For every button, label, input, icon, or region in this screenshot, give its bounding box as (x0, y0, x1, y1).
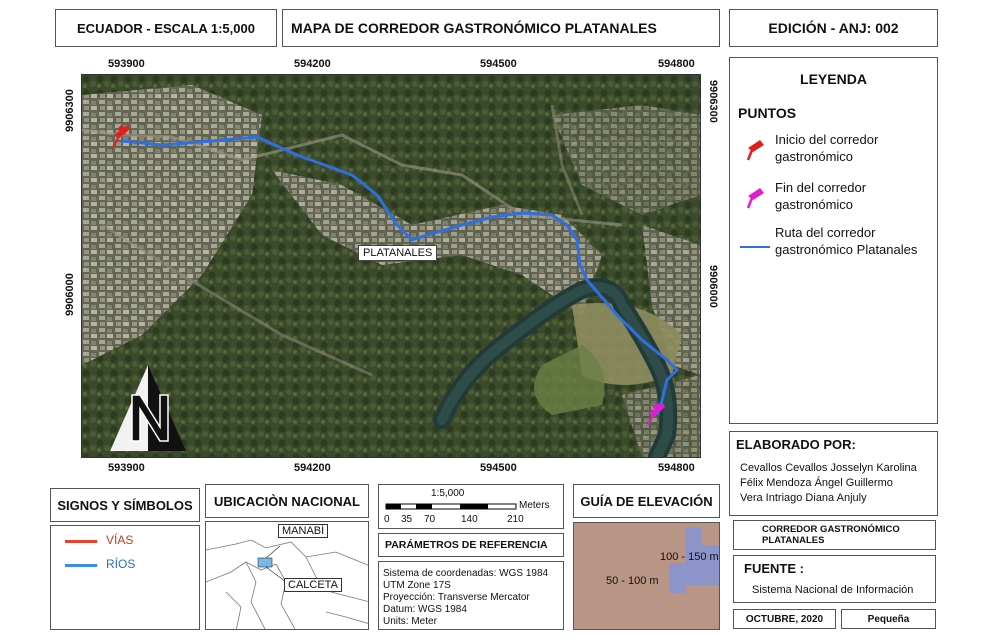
reference-line-4: Datum: WGS 1984 (383, 604, 467, 615)
satellite-map[interactable] (81, 74, 701, 458)
road-label: VÍAS (106, 533, 134, 547)
map-title: MAPA DE CORREDOR GASTRONÓMICO PLATANALES (291, 20, 657, 36)
x-coord-bottom-2: 594200 (294, 462, 331, 474)
location-title: UBICACIÒN NACIONAL (214, 493, 360, 509)
reference-title: PARÁMETROS DE REFERENCIA (385, 539, 548, 551)
signs-panel (50, 525, 200, 630)
elevation-high-label: 100 - 150 m (660, 551, 719, 563)
x-coord-bottom-4: 594800 (658, 462, 695, 474)
scale-label: ECUADOR - ESCALA 1:5,000 (77, 20, 255, 36)
signs-title: SIGNOS Y SÍMBOLOS (57, 497, 193, 513)
title-header (282, 9, 720, 47)
source-panel (733, 555, 936, 603)
reference-header (378, 533, 564, 557)
author-2: Félix Mendoza Ángel Guillermo (740, 477, 893, 489)
source-value: Sistema Nacional de Información (752, 584, 914, 596)
y-coord-left-2: 9906000 (64, 273, 76, 316)
authors-panel (729, 431, 938, 516)
place-label: PLATANALES (358, 245, 437, 261)
scale-header (55, 9, 277, 47)
elevation-title: GUÍA DE ELEVACIÓN (580, 493, 713, 509)
reference-line-3: Proyección: Transverse Mercator (383, 592, 530, 603)
scalebar-tick-0: 0 (384, 514, 390, 525)
river-label: RÍOS (106, 557, 136, 571)
calceta-label: CALCETA (284, 578, 342, 592)
reference-line-5: Units: Meter (383, 616, 437, 627)
map-canvas (82, 75, 700, 457)
scalebar-tick-2: 70 (424, 514, 436, 525)
scalebar-unit: Meters (519, 500, 550, 511)
date-label: OCTUBRE, 2020 (745, 613, 824, 625)
edition-label: EDICIÓN - ANJ: 002 (768, 20, 899, 36)
reference-line-1: Sistema de coordenadas: WGS 1984 (383, 568, 549, 579)
scalebar-tick-3: 140 (461, 514, 478, 525)
y-coord-left-1: 9906300 (64, 89, 76, 132)
scalebar-ratio: 1:5,000 (431, 488, 465, 499)
x-coord-top-4: 594800 (658, 58, 695, 70)
legend-item-end: Fin del corredor gastronómico (775, 180, 867, 212)
legend-magenta-pushpin-icon (744, 186, 768, 215)
road-line-icon (65, 540, 97, 543)
author-3: Vera Intriago Diana Anjuly (740, 492, 867, 504)
source-title: FUENTE : (744, 561, 804, 576)
elevation-panel (573, 522, 720, 630)
reference-line-2: UTM Zone 17S (383, 580, 451, 591)
size-label: Pequeña (867, 613, 910, 625)
river-line-icon (65, 564, 97, 567)
elevation-low-label: 50 - 100 m (606, 575, 659, 587)
manabi-label: MANABÍ (278, 524, 328, 538)
size-panel (841, 609, 936, 629)
legend-red-pushpin-icon (744, 138, 768, 167)
location-header (205, 484, 369, 518)
author-1: Cevallos Cevallos Josselyn Karolina (740, 462, 917, 474)
legend-title: LEYENDA (800, 71, 867, 87)
location-map (206, 522, 369, 630)
signs-header (50, 488, 200, 522)
x-coord-bottom-1: 593900 (108, 462, 145, 474)
x-coord-top-1: 593900 (108, 58, 145, 70)
location-panel (205, 521, 369, 630)
project-panel (733, 520, 936, 550)
scalebar-tick-4: 210 (507, 514, 524, 525)
authors-title: ELABORADO POR: (736, 437, 856, 452)
x-coord-top-2: 594200 (294, 58, 331, 70)
elevation-header (573, 484, 720, 518)
legend-panel (729, 57, 938, 424)
legend-section: PUNTOS (738, 105, 797, 121)
project-label: CORREDOR GASTRONÓMICO PLATANALES (762, 524, 900, 546)
y-coord-right-1: 9906300 (707, 80, 719, 123)
legend-blue-line-icon (740, 246, 770, 248)
scalebar-panel (378, 484, 564, 529)
scalebar-tick-1: 35 (401, 514, 413, 525)
calceta-area-icon (258, 558, 272, 567)
legend-item-start: Inicio del corredor gastronómico (775, 132, 879, 164)
y-coord-right-2: 9906000 (707, 265, 719, 308)
edition-header (729, 9, 938, 47)
x-coord-bottom-3: 594500 (480, 462, 517, 474)
reference-panel (378, 561, 564, 630)
legend-item-route: Ruta del corredor gastronómico Platanales (775, 225, 918, 257)
x-coord-top-3: 594500 (480, 58, 517, 70)
date-panel (733, 609, 836, 629)
